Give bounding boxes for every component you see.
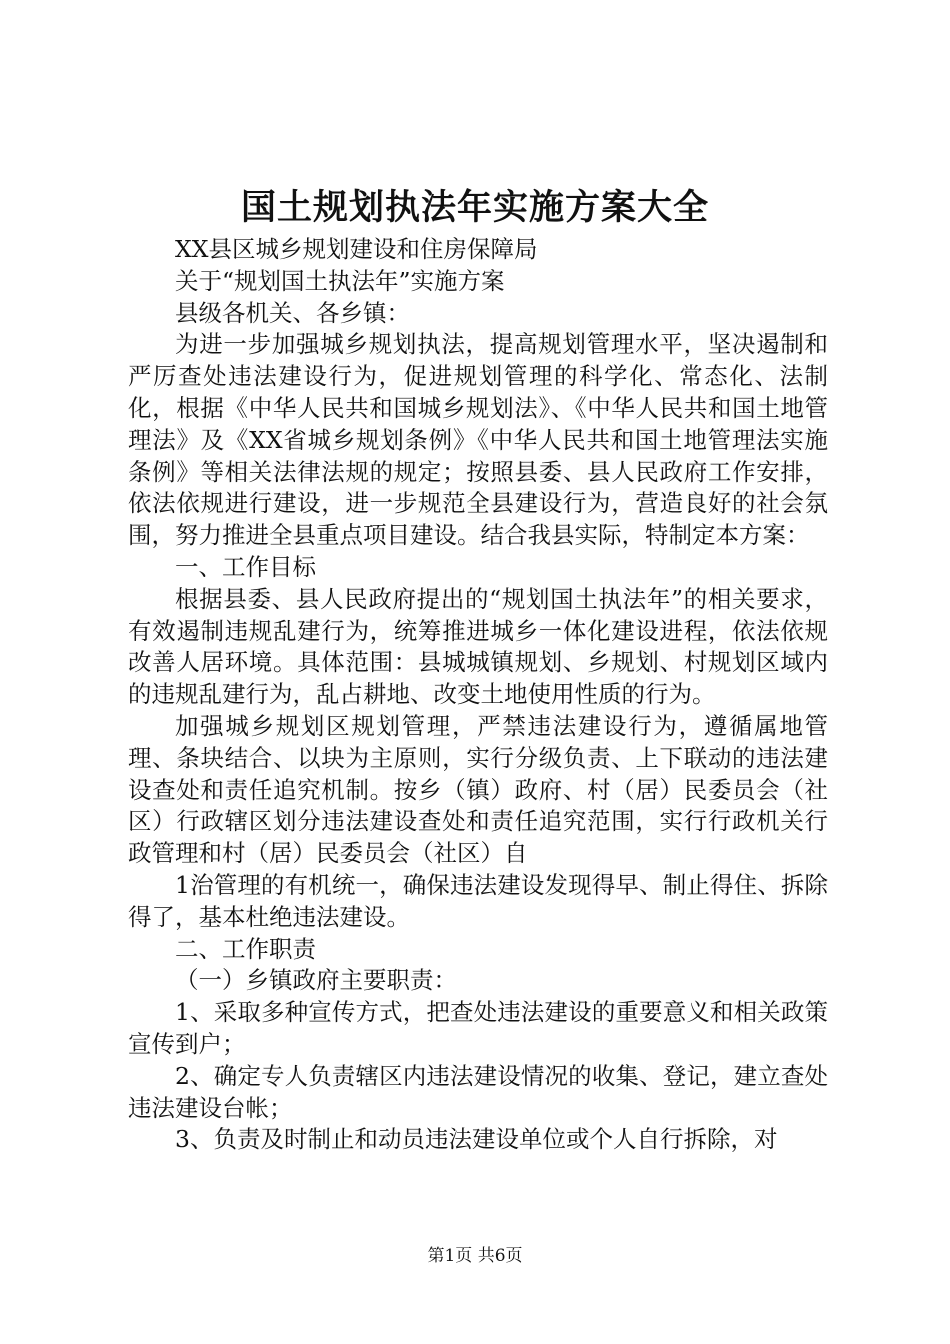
document-body	[128, 234, 828, 1156]
subsection-heading-town: （一）乡镇政府主要职责：	[175, 966, 457, 995]
document-title: 国土规划执法年实施方案大全	[240, 187, 709, 228]
section-heading-goals: 一、工作目标	[175, 552, 316, 581]
duty-item-3: 3、负责及时制止和动员违法建设单位或个人自行拆除，对	[175, 1125, 778, 1154]
page-footer: 第1页 共6页	[427, 1246, 523, 1266]
duty-item-1: 1、采取多种宣传方式，把查处违法建设的重要意义和相关政策宣传到户；	[128, 998, 828, 1058]
addressee-line: 县级各机关、各乡镇：	[175, 298, 410, 327]
subject-line: 关于“规划国土执法年”实施方案	[175, 266, 505, 295]
issuer-line: XX县区城乡规划建设和住房保障局	[175, 235, 538, 263]
intro-paragraph: 为进一步加强城乡规划执法，提高规划管理水平，坚决遏制和严厉查处违法建设行为，促进规划管理的科学化、常态化、法制化，根据《中华人民共和国城乡规划法》、《中华人民共和国土地管理法》及《XX省城乡规划条例》《中华人民共和国土地管理法实施条例》等相关法律法规的规定；按照县委、县人民政府工作安排，依法依规进行建设，进一步规范全县建设行为，营造良好的社会氛围，努力推进全县重点项目建设。结合我县实际，特制定本方案：	[128, 330, 828, 550]
goals-paragraph: 根据县委、县人民政府提出的“规划国土执法年”的相关要求，有效遏制违规乱建行为，统筹推进城乡一体化建设进程，依法依规改善人居环境。具体范围：县城城镇规划、乡规划、村规划区域内的违规乱建行为，乱占耕地、改变土地使用性质的行为。	[128, 584, 828, 709]
management-paragraph: 加强城乡规划区规划管理，严禁违法建设行为，遵循属地管理、条块结合、以块为主原则，实行分级负责、上下联动的违法建设查处和责任追究机制。按乡（镇）政府、村（居）民委员会（社区）行政辖区划分违法建设查处和责任追究范围，实行行政机关行政管理和村（居）民委员会（社区）自	[128, 711, 828, 868]
duty-item-2: 2、确定专人负责辖区内违法建设情况的收集、登记，建立查处违法建设台帐；	[128, 1061, 828, 1122]
section-heading-duties: 二、工作职责	[175, 934, 316, 963]
management-paragraph-cont: 1治管理的有机统一，确保违法建设发现得早、制止得住、拆除得了，基本杜绝违法建设。	[128, 870, 828, 931]
